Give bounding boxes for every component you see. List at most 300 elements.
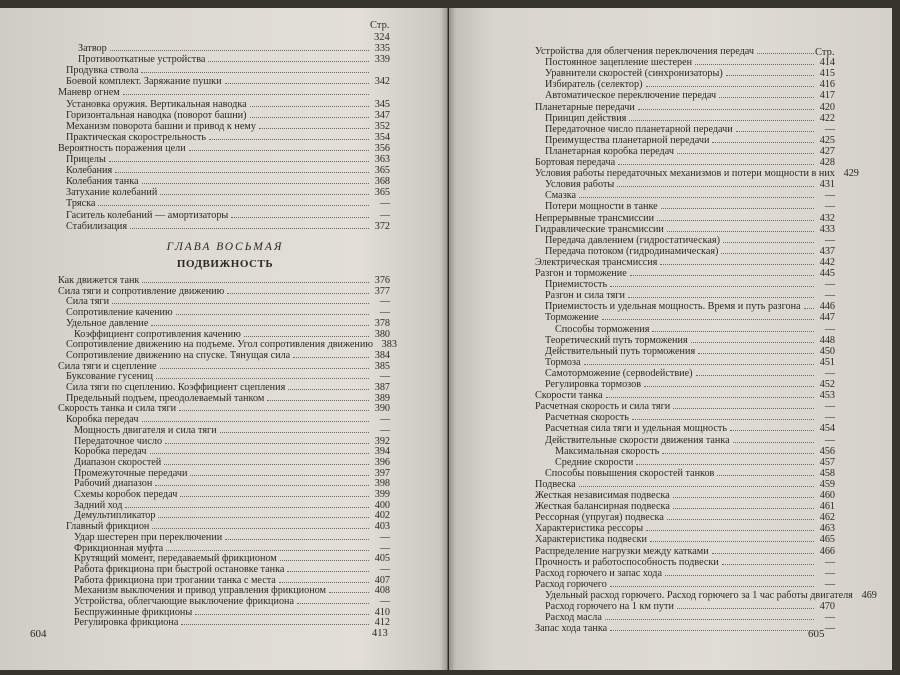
dot-leader [662,445,814,454]
toc-entry-title: Маневр огнем [58,87,120,99]
toc-entry-title: Потери мощности в танке [545,201,658,213]
dot-leader [717,467,814,476]
toc-entry-title: Преимущества планетарной передачи [545,134,710,146]
toc-entry-page: 408 [374,585,390,597]
dot-leader [250,98,369,107]
dot-leader [250,109,370,118]
dot-leader [632,411,814,420]
toc-entry-page: 339 [374,54,390,66]
toc-entry-page: 377 [374,285,390,297]
dot-leader [141,64,369,73]
dot-leader [180,488,369,497]
toc-entry-page: 363 [374,154,390,165]
dot-leader [698,345,814,354]
dot-leader [646,78,815,87]
dot-leader [673,400,814,409]
dot-leader [259,120,369,129]
toc-entry-page: 412 [374,617,390,629]
toc-entry-page: 457 [819,456,835,468]
dot-leader [152,520,369,529]
dot-leader [142,175,369,184]
toc-entry-page: 352 [374,120,390,132]
toc-entry-title: Характеристика подвески [535,534,648,546]
toc-entry-title: Средние скорости [555,456,634,468]
toc-entry-title: Работа фрикциона при быстрой остановке танка [74,563,285,575]
toc-entry-title: Демультипликатор [74,510,156,522]
toc-entry-title: Тряска [66,198,96,210]
toc-entry-page: 400 [374,499,390,511]
toc-entry-page: — [824,612,835,624]
toc-entry-title: Установка оружия. Вертикальная наводка [66,98,247,110]
dot-leader [719,89,814,98]
toc-entry-title: Сила тяги по сцеплению. Коэффициент сцепления [66,382,286,393]
left-top-page-number: 324 [374,32,390,43]
dot-leader [677,600,814,609]
toc-entry-page: 431 [819,179,835,191]
toc-entry-title: Избиратель (селектор) [545,79,643,91]
toc-entry-page: 420 [819,101,835,113]
toc-entry-title: Скорости танка [535,390,603,402]
toc-entry-title: Сопротивление движению на спуске. Тянущая сила [66,349,291,361]
dot-leader [606,389,814,398]
toc-entry-page: — [824,201,835,213]
dot-leader [605,611,814,620]
toc-entry-title: Сила тяги и сопротивление движению [58,285,225,297]
toc-entry-title: Прочность и работоспособность подвески [535,556,719,568]
toc-entry-page: — [824,412,835,424]
dot-leader [156,370,369,379]
dot-leader [610,278,814,287]
dot-leader [650,533,814,542]
toc-entry-title: Промежуточные передачи [74,467,188,479]
toc-entry-title: Смазка [545,190,577,202]
toc-entry-page: 442 [819,256,835,268]
dot-leader [110,42,369,51]
dot-leader [712,134,814,143]
dot-leader [115,164,369,173]
dot-leader [297,595,369,604]
dot-leader [220,424,369,433]
toc-entry-title: Электрическая трансмиссия [535,256,658,268]
toc-entry-page: — [824,567,835,579]
dot-leader [151,317,369,326]
toc-entry-title: Самоторможение (сервodeйствие) [545,367,693,379]
dot-leader [225,75,369,84]
toc-entry-title: Тормоза [545,356,581,368]
toc-entry-page: 433 [819,223,835,235]
dot-leader [287,563,369,572]
toc-entry-page: 368 [374,176,390,188]
dot-leader [165,435,369,444]
toc-entry-title: Расчетная сила тяги и удельная мощность [545,423,728,435]
toc-entry-title: Коэффициент сопротивления качению [74,328,241,340]
toc-entry-page: 422 [819,112,835,124]
dot-leader [673,500,814,509]
toc-entry-title: Удар шестерен при переключении [74,531,223,543]
toc-entry-title: Условия работы [545,179,615,191]
toc-entry-page: — [379,542,390,554]
toc-entry-page: — [824,401,835,413]
dot-leader [673,489,814,498]
toc-entry-page: 380 [374,328,390,340]
dot-leader [733,434,814,443]
toc-entry [66,220,390,232]
dot-leader [279,574,369,583]
toc-entry-title: Запас хода танка [535,623,608,635]
toc-entry-page: — [379,371,390,383]
toc-entry-title: Работа фрикциона при трогании танка с места [74,574,276,586]
dot-leader [629,112,814,121]
toc-entry-page: 365 [374,165,390,177]
toc-entry-title: Прицелы [66,154,106,165]
toc-entry-title: Расход горючего и запас хода [535,567,663,579]
toc-entry-title: Крутящий момент, передаваемый фрикционом [74,553,277,565]
dot-leader [179,402,369,411]
toc-entry-title: Рессорная (упругая) подвеска [535,512,664,524]
toc-entry-title: Затвор [78,43,107,54]
toc-entry-title: Практическая скорострельность [66,131,207,143]
toc-entry-title: Подвеска [535,478,576,490]
dot-leader [644,378,814,387]
toc-entry-page: — [824,367,835,379]
toc-entry-page: — [824,234,835,246]
toc-entry-page: 399 [374,489,390,500]
toc-entry-page: 392 [374,435,390,447]
toc-entry-title: Жесткая балансирная подвеска [535,501,670,513]
dot-leader [123,86,369,95]
toc-entry-page: — [824,434,835,446]
toc-entry-page: 460 [819,490,835,501]
dot-leader [677,145,814,154]
toc-entry-title: Как движется танк [58,275,140,286]
toc-entry-page: 410 [374,606,390,618]
dot-leader [723,234,814,243]
dot-leader [225,531,369,540]
dot-leader [638,101,814,110]
dot-leader [617,178,814,187]
dot-leader [584,356,814,365]
dot-leader [665,567,814,576]
dot-leader [691,334,814,343]
toc-entry-title: Боевой комплект. Заряжание пушки [66,76,222,88]
toc-entry-page: 447 [819,312,835,324]
toc-entry-page: 416 [819,79,835,91]
toc-entry-page: 432 [819,212,835,224]
toc-entry-page: 448 [819,334,835,346]
toc-entry-page: — [379,563,390,575]
toc-entry-title: Максимальная скорость [555,445,660,457]
toc-entry-title: Главный фрикцион [66,521,150,533]
toc-entry-page: 459 [819,478,835,490]
dot-leader [602,311,814,320]
toc-entry-page: 356 [374,142,390,154]
toc-entry-title: Расход горючего на 1 км пути [545,601,674,612]
toc-entry-page: 461 [819,501,835,513]
dot-leader [610,578,814,587]
toc-entry-page: — [824,323,835,335]
toc-entry-title: Устройства, облегчающие выключение фрикциона [74,596,295,607]
dot-leader [155,477,369,486]
toc-entry-page: 397 [374,467,390,479]
toc-entry-page: 425 [819,134,835,146]
toc-entry-title: Распределение нагрузки между катками [535,545,709,557]
dot-leader [190,467,369,476]
toc-entry-title: Планетарная коробка передач [545,145,674,157]
toc-entry-page: 403 [374,521,390,533]
book-gutter [440,8,456,670]
toc-entry-page: 415 [819,68,835,80]
dot-leader [150,445,370,454]
toc-entry-page: 387 [374,382,390,393]
dot-leader [757,45,814,54]
toc-entry-page: 470 [819,601,835,612]
left-last-page-number: 413 [372,628,388,639]
toc-entry-page: 469 [861,589,877,601]
toc-entry-page: 405 [374,553,390,565]
dot-leader [181,616,369,625]
dot-leader [244,328,369,337]
toc-entry-title: Принцип действия [545,112,627,124]
toc-entry-title: Фрикционная муфта [74,542,164,554]
toc-entry-title: Условия работы передаточных механизмов и потери мощности в них [535,168,835,180]
dot-leader [112,295,369,304]
toc-entry-page: 407 [374,574,390,586]
toc-entry-title: Действительный путь торможения [545,345,696,357]
dot-leader [579,478,814,487]
dot-leader [696,367,814,376]
dot-leader [667,223,814,232]
toc-entry-page: 335 [374,43,390,54]
toc-entry-title: Действительные скорости движения танка [545,434,730,446]
dot-leader [98,197,369,206]
toc-entry-title: Передаточное число [74,435,163,447]
toc-entry-page: 385 [374,360,390,372]
toc-entry-page: — [379,531,390,543]
dot-leader [164,456,369,465]
dot-leader [618,156,814,165]
toc-entry-title: Способы повышения скоростей танков [545,467,715,479]
toc-entry-title: Противооткатные устройства [78,54,206,66]
toc-entry-title: Передача давлением (гидростатическая) [545,234,720,246]
toc-entry-page: 437 [819,245,835,257]
dot-leader [667,511,814,520]
dot-leader [158,509,369,518]
dot-leader [610,622,814,631]
toc-entry-title: Затухание колебаний [66,187,158,199]
toc-entry-title: Приемистость [545,279,608,291]
dot-leader [130,220,369,229]
dot-leader [636,456,814,465]
dot-leader [804,300,814,309]
toc-entry-title: Гаситель колебаний — амортизаторы [66,209,229,221]
toc-entry-title: Беспружинные фрикционы [74,606,193,618]
toc-entry-title: Задний ход [74,499,123,511]
dot-leader [695,56,814,65]
dot-leader [160,360,369,369]
dot-leader [736,123,814,132]
toc-entry-title: Диапазон скоростей [74,456,162,468]
toc-entry-page: — [379,209,390,221]
toc-entry-page: 372 [374,220,390,232]
toc-entry-title: Коробка передач [74,446,147,458]
dot-leader [195,606,369,615]
dot-leader [730,422,814,431]
toc-entry-title: Гидравлические трансмиссии [535,223,664,235]
dot-leader [630,267,814,276]
toc-entry-page: 453 [819,390,835,402]
toc-entry-page: — [824,290,835,302]
dot-leader [661,200,814,209]
toc-entry-page: 466 [819,545,835,557]
dot-leader [142,413,370,422]
toc-entry-title: Сопротивление качению [66,307,173,319]
dot-leader [189,142,369,151]
toc-entry-page: 462 [819,512,835,524]
toc-entry-page: 390 [374,403,390,415]
toc-entry-page: 428 [819,157,835,168]
toc-entry-page: 417 [819,90,835,102]
dot-leader [646,522,814,531]
dot-leader [231,209,369,218]
toc-entry-page: — [379,307,390,319]
toc-entry-title: Способы торможения [555,323,650,335]
toc-entry-title: Предельный подъем, преодолеваемый танком [66,392,265,404]
toc-entry-page: — [379,414,390,426]
dot-leader [109,153,369,162]
toc-entry-title: Колебания [66,165,113,177]
toc-entry-page: 345 [374,98,390,110]
dot-leader [721,245,814,254]
toc-entry-page: 347 [374,109,390,121]
toc-entry-title: Расход горючего [535,578,607,590]
toc-entry-title: Скорость танка и сила тяги [58,403,177,415]
toc-entry-page: 394 [374,446,390,458]
toc-entry-title: Механизм выключения и привод управления фрикционом [74,585,326,597]
toc-entry-page: — [379,596,390,607]
toc-entry-title: Коробка передач [66,414,139,426]
dot-leader [722,556,814,565]
toc-entry-title: Непрерывные трансмиссии [535,212,655,224]
toc-entry-page: — [379,424,390,436]
toc-entry-title: Жесткая независимая подвеска [535,490,670,501]
toc-entry-title: Постоянное зацепление шестерен [545,57,693,69]
right-folio: 605 [808,628,825,640]
toc-entry-title: Вероятность поражения цели [58,142,186,154]
dot-leader [166,542,369,551]
dot-leader [657,212,814,221]
section-title: ПОДВИЖНОСТЬ [176,258,274,270]
chapter-title: ГЛАВА ВОСЬМАЯ [166,241,284,253]
toc-entry-title: Удельный расход горючего. Расход горючего за 1 час работы двигателя [545,589,853,601]
toc-entry-title: Сила тяги и сцепление [58,360,157,372]
toc-entry-title: Расход масла [545,612,602,624]
toc-entry-title: Сила тяги [66,296,110,308]
toc-entry-page: — [824,190,835,202]
dot-leader [160,186,369,195]
toc-entry-title: Схемы коробок передач [74,489,178,500]
dot-leader [288,381,369,390]
toc-entry-page: 429 [843,168,859,180]
toc-entry-page: 384 [374,349,390,361]
toc-entry-page: 446 [819,301,835,313]
dot-leader [579,189,814,198]
dot-leader [142,274,369,283]
toc-entry-page: 451 [819,356,835,368]
toc-entry-page: 389 [374,392,390,404]
toc-entry-page: — [379,198,390,210]
toc-entry-title: Бортовая передача [535,157,616,168]
toc-entry-page: 427 [819,145,835,157]
toc-entry-title: Автоматическое переключение передач [545,90,717,102]
toc-entry-title: Удельное давление [66,317,149,329]
toc-entry-page: 365 [374,187,390,199]
toc-entry-page: — [824,578,835,590]
toc-entry-title: Регулировка фрикциона [74,617,179,629]
toc-entry [535,622,835,634]
toc-entry-page: — [379,296,390,308]
dot-leader [293,349,369,358]
toc-entry-page: — [824,556,835,568]
dot-leader [660,256,814,265]
toc-entry-title: Разгон и торможение [535,268,627,279]
toc-entry-page: 402 [374,510,390,522]
toc-entry-title: Планетарные передачи [535,101,635,113]
dot-leader [227,285,369,294]
toc-entry-page: 465 [819,534,835,546]
dot-leader [125,499,369,508]
dot-leader [280,552,369,561]
dot-leader [267,392,369,401]
toc-entry-title: Расчетная скорость и сила тяги [535,401,671,413]
toc-entry-page: 463 [819,523,835,535]
toc-entry-page: 342 [374,76,390,88]
toc-entry-title: Буксование гусениц [66,371,153,383]
toc-entry-title: Приемистость и удельная мощность. Время и путь разгона [545,301,801,313]
dot-leader [652,323,814,332]
toc-entry-page: — [824,623,835,635]
dot-leader [329,584,369,593]
dot-leader [726,67,814,76]
toc-entry-title: Колебания танка [66,176,139,188]
toc-entry-title: Стабилизация [66,220,128,232]
toc-entry-title: Передача потоком (гидродинамическая) [545,245,719,257]
toc-entry [74,616,390,628]
toc-entry-page: — [824,279,835,291]
toc-entry-page: 383 [381,339,397,351]
toc-entry-title: Продувка ствола [66,65,139,77]
dot-leader [712,545,814,554]
toc-entry-page: 458 [819,467,835,479]
toc-entry-page: 398 [374,478,390,490]
toc-entry-page: — [824,123,835,135]
dot-leader [209,131,369,140]
toc-entry-page: 452 [819,379,835,390]
dot-leader [176,306,369,315]
left-column-header: Стр. [370,20,390,31]
right-column-header: Стр. [815,47,835,58]
toc-entry-title: Рабочий диапазон [74,478,153,490]
toc-entry-title: Мощность двигателя и сила тяги [74,424,217,436]
toc-entry-title: Расчетная скорость [545,412,629,424]
toc-entry-title: Сопротивление движению на подъеме. Угол сопротивления движению [66,339,373,351]
toc-entry-title: Механизм поворота башни и привод к нему [66,120,256,132]
toc-entry-title: Передаточное число планетарной передачи [545,123,733,135]
toc-entry-title: Торможение [545,312,599,324]
toc-entry-page: 450 [819,345,835,357]
dot-leader [628,289,814,298]
dot-leader [208,53,369,62]
toc-entry-page: 378 [374,317,390,329]
